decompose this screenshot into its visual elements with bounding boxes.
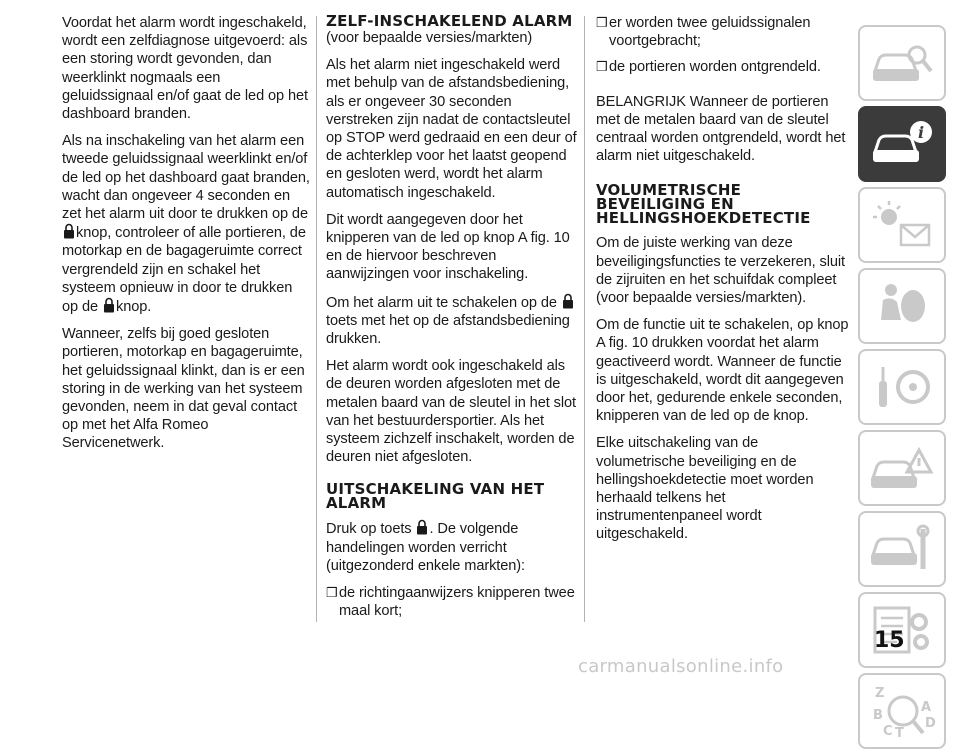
lock-icon bbox=[63, 223, 75, 239]
car-maintenance-icon bbox=[867, 519, 937, 579]
svg-text:i: i bbox=[917, 123, 925, 142]
paragraph-key-lock: Het alarm wordt ook ingeschakeld als de deuren worden afgesloten met de metalen baard van de sleutel in het slot van het bestuurdersportier. Als het systeem zichzelf inschakelt, worden de deuren niet afgesloten. bbox=[326, 358, 576, 466]
car-info-icon bbox=[867, 114, 937, 174]
paragraph-self-diagnosis: Voordat het alarm wordt ingeschakeld, wordt een zelfdiagnose uitgevoerd: als een storing wordt gevonden, dan weerklinkt nogmaals een geluidssignaal en/of gaat de led op het dashboard branden. bbox=[62, 15, 309, 123]
paragraph-windows: Om de juiste werking van deze beveiligingsfuncties te verzekeren, sluit de zijruiten en het schuifdak compleet (voor bepaalde versies/markten). bbox=[596, 235, 845, 307]
emergency-icon bbox=[867, 438, 937, 498]
list-item: ❒ de portieren worden ontgrendeld. bbox=[596, 59, 821, 76]
paragraph-alarm-fault: Wanneer, zelfs bij goed gesloten portieren, motorkap en bagageruimte, het geluidssignaal klinkt, dan is er een storing in de werking van het systeem gevonden, neem in dat geval contact op met het Alfa Romeo Servicenetwerk. bbox=[62, 326, 305, 452]
column-divider bbox=[584, 16, 585, 622]
paragraph-second-signal: Als na inschakeling van het alarm een tweede geluidssignaal weerklinkt en/of de led op het dashboard gaat branden, wacht dan ongeveer 4 seconden en zet het alarm uit door te drukken op de knop, controleer of alle portieren, de motorkap en de bagageruimte correct vergrendeld zijn en schakel het systeem opnieuw in door te drukken op de knop. bbox=[62, 133, 310, 316]
paragraph-led-indication: Dit wordt aangegeven door het knipperen van de led op knop A fig. 10 en de hiervoor beschreven aanwijzingen voor inschakeling. bbox=[326, 211, 570, 283]
column-3 bbox=[596, 14, 850, 553]
paragraph-repeat-disable: Elke uitschakeling van de volumetrische beveiliging en de hellingshoekdetectie moet worden herhaald telkens het instrumentenpaneel wordt uitgeschakeld. bbox=[596, 435, 814, 543]
tab-warning-lights[interactable] bbox=[858, 187, 946, 263]
tab-airbag-safety[interactable] bbox=[858, 268, 946, 344]
page-number: 15 bbox=[874, 628, 905, 653]
car-search-icon bbox=[867, 33, 937, 93]
tab-car-info[interactable] bbox=[858, 106, 946, 182]
section-heading-auto-alarm: ZELF-INSCHAKELEND ALARM bbox=[326, 12, 573, 30]
section-subtitle: (voor bepaalde versies/markten) bbox=[326, 30, 533, 46]
tab-key-steering[interactable] bbox=[858, 349, 946, 425]
paragraph-press-button: Druk op toets . De volgende handelingen worden verricht (uitgezonderd enkele markten): bbox=[326, 521, 525, 574]
column-divider bbox=[316, 16, 317, 622]
lock-icon bbox=[416, 519, 428, 535]
bullet-box-icon: ❒ bbox=[596, 15, 608, 30]
key-steering-icon bbox=[867, 357, 937, 417]
watermark: carmanualsonline.info bbox=[578, 656, 784, 677]
paragraph-auto-arming: Als het alarm niet ingeschakeld werd met behulp van de afstandsbediening, als er ongeveer 30 seconden verstreken zijn nadat de contactsleutel op STOP werd gedraaid en een deur of de achterklep voor het laatst geopend en gesloten werd, wordt het alarm automatisch ingeschakeld. bbox=[326, 57, 577, 201]
index-letter: A bbox=[921, 700, 932, 715]
column-2 bbox=[326, 14, 578, 628]
index-letter: B bbox=[873, 708, 883, 723]
list-item: ❒ er worden twee geluidssignalen voortgebracht; bbox=[596, 15, 811, 50]
tab-car-maintenance[interactable] bbox=[858, 511, 946, 587]
tab-alphabetical-index[interactable] bbox=[858, 673, 946, 749]
bullet-box-icon: ❒ bbox=[596, 59, 608, 75]
tab-emergency[interactable] bbox=[858, 430, 946, 506]
lock-icon bbox=[562, 293, 574, 309]
column-1 bbox=[62, 14, 312, 462]
alphabetical-index-icon bbox=[867, 681, 937, 741]
index-letter: D bbox=[925, 716, 936, 731]
airbag-safety-icon bbox=[867, 276, 937, 336]
section-heading-volumetric: VOLUMETRISCHE BEVEILIGING EN HELLINGSHOEKDETECTIE bbox=[596, 181, 811, 228]
tab-car-search[interactable] bbox=[858, 25, 946, 101]
bullet-box-icon: ❒ bbox=[326, 585, 338, 601]
index-letter: Z bbox=[875, 686, 885, 701]
index-letter: T bbox=[895, 726, 904, 741]
paragraph-disarm: Om het alarm uit te schakelen op de toets met het op de afstandsbediening drukken. bbox=[326, 293, 578, 349]
list-item: ❒ de richtingaanwijzers knipperen twee maal kort; bbox=[326, 585, 575, 620]
paragraph-important: BELANGRIJK Wanneer de portieren met de metalen baard van de sleutel centraal worden ontgrendeld, wordt het alarm niet uitgeschakeld. bbox=[596, 93, 846, 165]
index-letter: C bbox=[883, 724, 893, 739]
paragraph-disable-function: Om de functie uit te schakelen, op knop A fig. 10 drukken voordat het alarm geactiveerd wordt. Wanneer de functie is uitgeschakeld, wordt dit aangegeven door het, gedurende enkele seconden, knipperen van de led op de knop. bbox=[596, 317, 849, 425]
section-heading-disarming: UITSCHAKELING VAN HET ALARM bbox=[326, 480, 545, 513]
lock-icon bbox=[103, 297, 115, 313]
warning-lights-icon bbox=[867, 195, 937, 255]
